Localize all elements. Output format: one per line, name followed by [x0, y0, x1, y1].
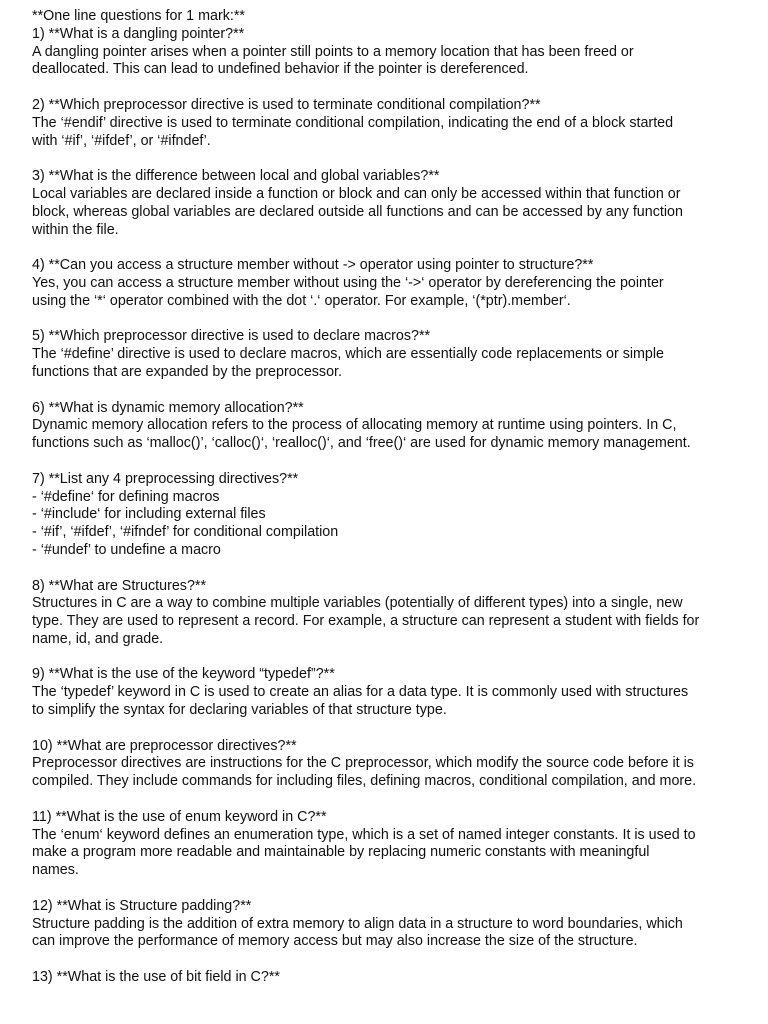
- qa-item: [32, 809, 744, 880]
- answer-line: Structures in C are a way to combine multiple variables (potentially of different types) into a single, new: [32, 595, 683, 612]
- question-text: 1) **What is a dangling pointer?**: [32, 25, 245, 42]
- answer-line: Structure padding is the addition of extra memory to align data in a structure to word boundaries, which: [32, 915, 683, 932]
- qa-item: [32, 666, 744, 719]
- answer-line: with ‘#if’, ‘#ifdef’, or ‘#ifndef’.: [32, 132, 211, 149]
- answer-line: within the file.: [32, 221, 119, 238]
- qa-list: [32, 26, 744, 987]
- document-page: [32, 8, 744, 1005]
- answer-line: deallocated. This can lead to undefined behavior if the pointer is dereferenced.: [32, 61, 529, 78]
- answer-line: The ‘typedef’ keyword in C is used to create an alias for a data type. It is commonly used with structures: [32, 684, 689, 701]
- qa-item: [32, 578, 744, 649]
- answer-line: make a program more readable and maintainable by replacing numeric constants with meaningful: [32, 844, 650, 861]
- answer-line: functions such as ‘malloc()’, ‘calloc()‘, ‘realloc()‘, and ‘free()‘ are used for dynamic memory management.: [32, 435, 691, 452]
- answer-line: Preprocessor directives are instructions for the C preprocessor, which modify the source code before it is: [32, 755, 694, 772]
- qa-item: [32, 168, 744, 239]
- question-text: 3) **What is the difference between local and global variables?**: [32, 168, 440, 185]
- answer-line: The ‘#define’ directive is used to declare macros, which are essentially code replacements or simple: [32, 346, 665, 363]
- answer-line: - ‘#if’, ‘#ifdef’, ‘#ifndef’ for conditional compilation: [32, 524, 339, 541]
- qa-item: [32, 26, 744, 79]
- question-text: 9) **What is the use of the keyword “typedef”?**: [32, 666, 335, 683]
- question-text: 13) **What is the use of bit field in C?**: [32, 969, 280, 986]
- question-text: 7) **List any 4 preprocessing directives?**: [32, 470, 299, 487]
- question-text: 4) **Can you access a structure member without -> operator using pointer to structure?**: [32, 257, 594, 274]
- qa-item: [32, 471, 744, 560]
- question-text: 5) **Which preprocessor directive is used to declare macros?**: [32, 328, 431, 345]
- qa-item: [32, 328, 744, 381]
- answer-line: name, id, and grade.: [32, 630, 164, 647]
- qa-item: [32, 400, 744, 453]
- qa-item: [32, 969, 744, 987]
- answer-line: - ‘#undef’ to undefine a macro: [32, 541, 221, 558]
- answer-line: type. They are used to represent a record. For example, a structure can represent a student with fields for: [32, 613, 700, 630]
- answer-line: Local variables are declared inside a function or block and can only be accessed within that function or: [32, 185, 681, 202]
- question-text: 12) **What is Structure padding?**: [32, 897, 252, 914]
- answer-line: A dangling pointer arises when a pointer still points to a memory location that has been freed or: [32, 43, 634, 60]
- qa-item: [32, 738, 744, 791]
- question-text: 6) **What is dynamic memory allocation?**: [32, 399, 304, 416]
- question-text: 11) **What is the use of enum keyword in C?**: [32, 808, 327, 825]
- question-text: 2) **Which preprocessor directive is used to terminate conditional compilation?**: [32, 96, 541, 113]
- answer-line: block, whereas global variables are declared outside all functions and can be accessed by any function: [32, 203, 683, 220]
- answer-line: using the ‘*‘ operator combined with the dot ‘.‘ operator. For example, ‘(*ptr).member‘.: [32, 292, 571, 309]
- question-text: 10) **What are preprocessor directives?**: [32, 737, 297, 754]
- answer-line: functions that are expanded by the preprocessor.: [32, 363, 342, 380]
- answer-line: - ‘#include‘ for including external files: [32, 506, 266, 523]
- qa-item: [32, 97, 744, 150]
- answer-line: - ‘#define‘ for defining macros: [32, 488, 220, 505]
- answer-line: Yes, you can access a structure member without using the ‘->‘ operator by dereferencing the pointer: [32, 274, 664, 291]
- qa-item: [32, 257, 744, 310]
- answer-line: names.: [32, 862, 79, 879]
- qa-item: [32, 898, 744, 951]
- answer-line: to simplify the syntax for declaring variables of that structure type.: [32, 702, 447, 719]
- question-text: 8) **What are Structures?**: [32, 577, 207, 594]
- answer-line: The ‘enum‘ keyword defines an enumeration type, which is a set of named integer constants. It is used to: [32, 826, 696, 843]
- answer-line: compiled. They include commands for including files, defining macros, conditional compilation, and more.: [32, 773, 697, 790]
- answer-line: can improve the performance of memory access but may also increase the size of the structure.: [32, 933, 638, 950]
- document-header: **One line questions for 1 mark:**: [32, 8, 245, 24]
- answer-line: Dynamic memory allocation refers to the process of allocating memory at runtime using pointers. In C,: [32, 417, 677, 434]
- answer-line: The ‘#endif’ directive is used to terminate conditional compilation, indicating the end of a block started: [32, 114, 674, 131]
